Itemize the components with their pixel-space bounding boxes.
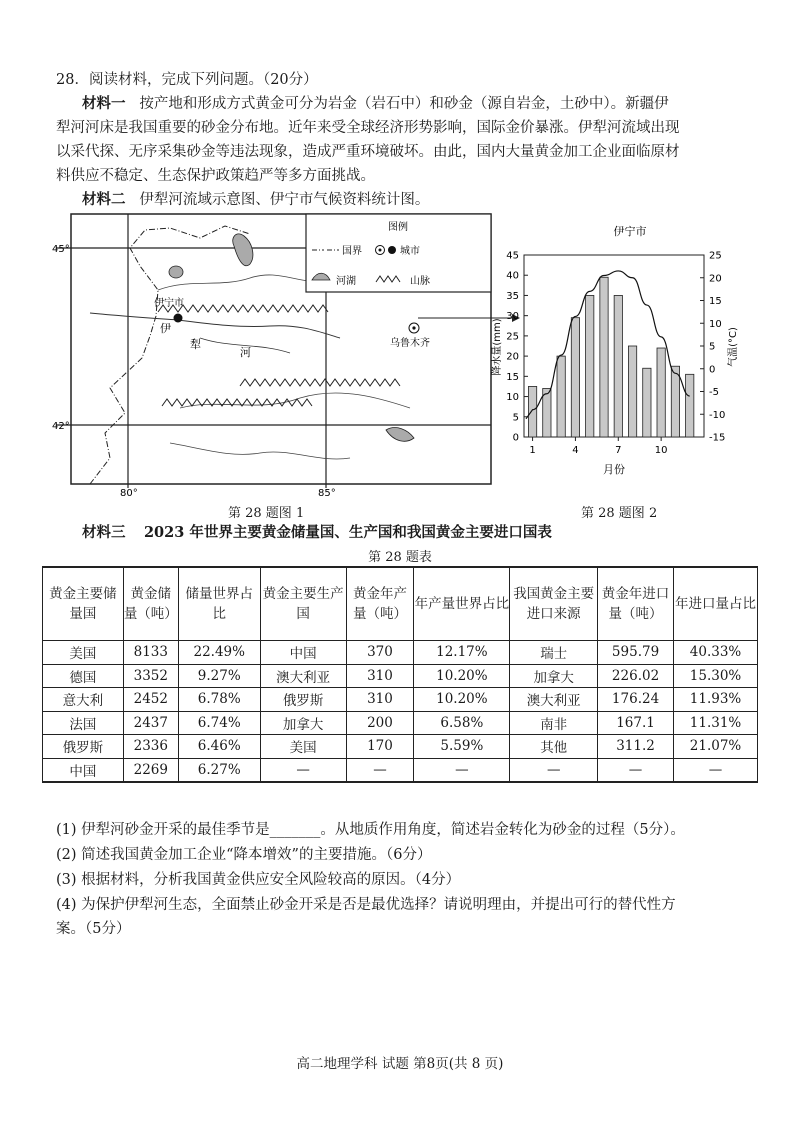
table-cell: 俄罗斯: [260, 688, 346, 712]
precip-bar: [614, 295, 622, 437]
table-row: [43, 664, 758, 688]
chart-ytick-right-label: 5: [709, 341, 716, 353]
lat-42-label: 42°: [52, 421, 70, 432]
table-cell: 10.20%: [414, 664, 510, 688]
table-cell: 澳大利亚: [260, 664, 346, 688]
table-cell: 6.78%: [178, 688, 260, 712]
table-row: [43, 758, 758, 782]
material-one-label: 材料一: [82, 95, 126, 112]
legend-city-symbol: [388, 246, 396, 254]
table-cell: 311.2: [598, 735, 674, 759]
chart-ytick-right-label: 0: [709, 364, 716, 376]
table-cell: —: [674, 758, 758, 782]
chart-ytick-left-label: 35: [506, 290, 519, 302]
material-one-line-3: 以采代探、无序采集砂金等违法现象，造成严重环境破坏。由此，国内大量黄金加工企业面临原材: [56, 144, 680, 160]
table-header-1: 黄金主要储量国: [43, 567, 124, 641]
city-yining-dot: [174, 314, 183, 323]
page-footer: 高二地理学科 试题 第8页(共 8 页): [296, 1056, 504, 1072]
chart-ylabel-right: 气温(°C): [728, 327, 739, 367]
chart-xtick-label: 7: [615, 445, 622, 456]
table-cell: 200: [346, 711, 414, 735]
chart-xlabel: 月份: [603, 463, 625, 476]
chart-ytick-left-label: 0: [512, 432, 519, 444]
national-border: [90, 226, 250, 484]
table-cell: —: [414, 758, 510, 782]
chart-ytick-left-label: 20: [506, 351, 519, 363]
table-cell: —: [598, 758, 674, 782]
table-cell: 中国: [260, 641, 346, 665]
chart-ytick-left-label: 10: [506, 392, 519, 404]
river-char-1: 伊: [160, 322, 171, 335]
question-2: (2) 简述我国黄金加工企业“降本增效”的主要措施。（6分）: [56, 847, 432, 863]
material-three-line: [82, 521, 782, 545]
table-cell: 中国: [43, 758, 124, 782]
city-urumqi-label: 乌鲁木齐: [390, 338, 430, 349]
precip-bar: [557, 356, 565, 437]
precip-bar: [600, 277, 608, 437]
table-cell: 澳大利亚: [510, 688, 598, 712]
chart-ytick-left-label: 15: [506, 371, 519, 383]
lon-80-label: 80°: [120, 488, 138, 498]
table-caption: 第 28 题表: [368, 550, 432, 565]
table-header-7: 我国黄金主要进口来源: [510, 567, 598, 641]
table-cell: 2269: [123, 758, 178, 782]
table-row: [43, 711, 758, 735]
chart-ytick-left-label: 5: [512, 412, 519, 424]
table-cell: 加拿大: [260, 711, 346, 735]
table-cell: 40.33%: [674, 641, 758, 665]
chart-ytick-right-label: 15: [709, 296, 722, 307]
lake-east: [386, 428, 414, 442]
table-header-8: 黄金年进口量（吨）: [598, 567, 674, 641]
table-cell: 10.20%: [414, 688, 510, 712]
table-cell: 15.30%: [674, 664, 758, 688]
table-cell: 12.17%: [414, 641, 510, 665]
table-cell: 6.74%: [178, 711, 260, 735]
material-one-line-1: [82, 92, 782, 116]
lake-north: [233, 234, 253, 266]
table-cell: 6.58%: [414, 711, 510, 735]
chart-ytick-left-label: 25: [506, 331, 519, 343]
table-cell: 3352: [123, 664, 178, 688]
table-header-5: 黄金年产量（吨）: [346, 567, 414, 641]
legend-city-label: 城市: [400, 246, 420, 257]
chart-ytick-right-label: 10: [709, 318, 722, 330]
table-cell: —: [510, 758, 598, 782]
city-urumqi-center: [412, 326, 415, 329]
chart-ytick-left-label: 40: [506, 270, 519, 282]
table-header-row: [43, 567, 758, 641]
table-cell: 2452: [123, 688, 178, 712]
legend-capital-center: [379, 249, 382, 252]
table-header-3: 储量世界占比: [178, 567, 260, 641]
table-cell: 美国: [43, 641, 124, 665]
table-cell: 8133: [123, 641, 178, 665]
table-header-6: 年产量世界占比: [414, 567, 510, 641]
table-cell: 226.02: [598, 664, 674, 688]
question-4-continued: 案。（5分）: [56, 921, 131, 937]
watershed-line-north: [158, 275, 326, 290]
table-cell: 370: [346, 641, 414, 665]
material-two-label: 材料二: [82, 191, 126, 208]
table-header-2: 黄金储量（吨）: [123, 567, 178, 641]
table-row: [43, 641, 758, 665]
chart-ytick-right-label: -15: [709, 432, 726, 444]
map-caption: 第 28 题图 1: [228, 506, 305, 521]
material-three-label: 材料三: [82, 524, 126, 541]
table-cell: 其他: [510, 735, 598, 759]
chart-xtick-label: 4: [572, 445, 579, 456]
table-cell: 595.79: [598, 641, 674, 665]
chart-ytick-right-label: -10: [709, 409, 726, 421]
table-cell: 310: [346, 664, 414, 688]
precip-bar: [657, 348, 665, 437]
legend-mountain-label: 山脉: [410, 276, 430, 287]
table-cell: 加拿大: [510, 664, 598, 688]
chart-ylabel-left: 降水量(mm): [492, 318, 503, 376]
table-cell: 意大利: [43, 688, 124, 712]
precip-bar: [586, 295, 594, 437]
legend-title: 图例: [388, 222, 408, 233]
question-1: (1) 伊犁河砂金开采的最佳季节是_______。从地质作用角度，简述岩金转化为砂金的过程（5分）。: [56, 822, 685, 838]
table-cell: 9.27%: [178, 664, 260, 688]
table-cell: 11.93%: [674, 688, 758, 712]
table-cell: —: [346, 758, 414, 782]
table-cell: 瑞士: [510, 641, 598, 665]
material-two-text: 伊犁河流域示意图、伊宁市气候资料统计图。: [139, 192, 430, 208]
legend-border-label: 国界: [342, 246, 362, 257]
chart-ytick-left-label: 45: [506, 250, 519, 262]
table-cell: —: [260, 758, 346, 782]
table-cell: 南非: [510, 711, 598, 735]
table-header-9: 年进口量占比: [674, 567, 758, 641]
table-cell: 6.46%: [178, 735, 260, 759]
table-cell: 法国: [43, 711, 124, 735]
precip-bar: [571, 318, 579, 437]
chart-ytick-right-label: -5: [709, 387, 719, 398]
precip-bar: [643, 368, 651, 437]
chart-ytick-right-label: 20: [709, 273, 722, 285]
table-cell: 170: [346, 735, 414, 759]
table-cell: 11.31%: [674, 711, 758, 735]
watershed-line-south: [180, 393, 410, 408]
city-yining-label: 伊宁市: [154, 298, 184, 309]
question-header: 28．阅读材料，完成下列问题。（20分）: [56, 72, 318, 88]
basin-line: [170, 443, 350, 459]
yining-climate-chart: [478, 215, 758, 505]
precip-bar: [528, 386, 536, 437]
table-cell: 176.24: [598, 688, 674, 712]
question-3: (3) 根据材料，分析我国黄金供应安全风险较高的原因。（4分）: [56, 872, 461, 888]
precip-bar: [671, 366, 679, 437]
lake-small: [169, 266, 183, 278]
material-one-line-4: 料供应不稳定、生态保护政策趋严等多方面挑战。: [56, 168, 375, 184]
mountain-range-east: [240, 379, 400, 386]
table-header-4: 黄金主要生产国: [260, 567, 346, 641]
table-cell: 2336: [123, 735, 178, 759]
gold-table: [42, 566, 758, 783]
lon-85-label: 85°: [318, 488, 336, 498]
chart-ytick-left-label: 30: [506, 311, 519, 323]
table-cell: 21.07%: [674, 735, 758, 759]
chart-ytick-right-label: 25: [709, 250, 722, 262]
question-4: (4) 为保护伊犁河生态，全面禁止砂金开采是否是最优选择？请说明理由，并提出可行的替代性方: [56, 897, 676, 913]
table-row: [43, 688, 758, 712]
chart-caption: 第 28 题图 2: [581, 506, 658, 521]
material-one-line-2: 犁河河床是我国重要的砂金分布地。近年来受全球经济形势影响，国际金价暴涨。伊犁河流域出现: [56, 120, 680, 136]
river-char-2: 犁: [190, 338, 201, 351]
material-three-text: 2023 年世界主要黄金储量国、生产国和我国黄金主要进口国表: [143, 524, 552, 541]
table-cell: 美国: [260, 735, 346, 759]
table-cell: 5.59%: [414, 735, 510, 759]
table-cell: 6.27%: [178, 758, 260, 782]
chart-xtick-label: 1: [529, 445, 536, 456]
table-cell: 310: [346, 688, 414, 712]
lat-45-label: 45°: [52, 244, 70, 255]
chart-title: 伊宁市: [613, 225, 647, 238]
table-cell: 167.1: [598, 711, 674, 735]
table-cell: 22.49%: [178, 641, 260, 665]
table-row: [43, 735, 758, 759]
precip-bar: [628, 346, 636, 437]
chart-xtick-label: 10: [654, 445, 668, 456]
table-cell: 俄罗斯: [43, 735, 124, 759]
precip-bar: [686, 374, 694, 437]
material-one-text-1: 按产地和形成方式黄金可分为岩金（岩石中）和砂金（源自岩金，土砂中）。新疆伊: [139, 96, 669, 112]
river-char-3: 河: [240, 346, 251, 359]
table-cell: 德国: [43, 664, 124, 688]
ili-river-map: [50, 208, 520, 498]
legend-river-label: 河湖: [336, 276, 356, 287]
table-cell: 2437: [123, 711, 178, 735]
